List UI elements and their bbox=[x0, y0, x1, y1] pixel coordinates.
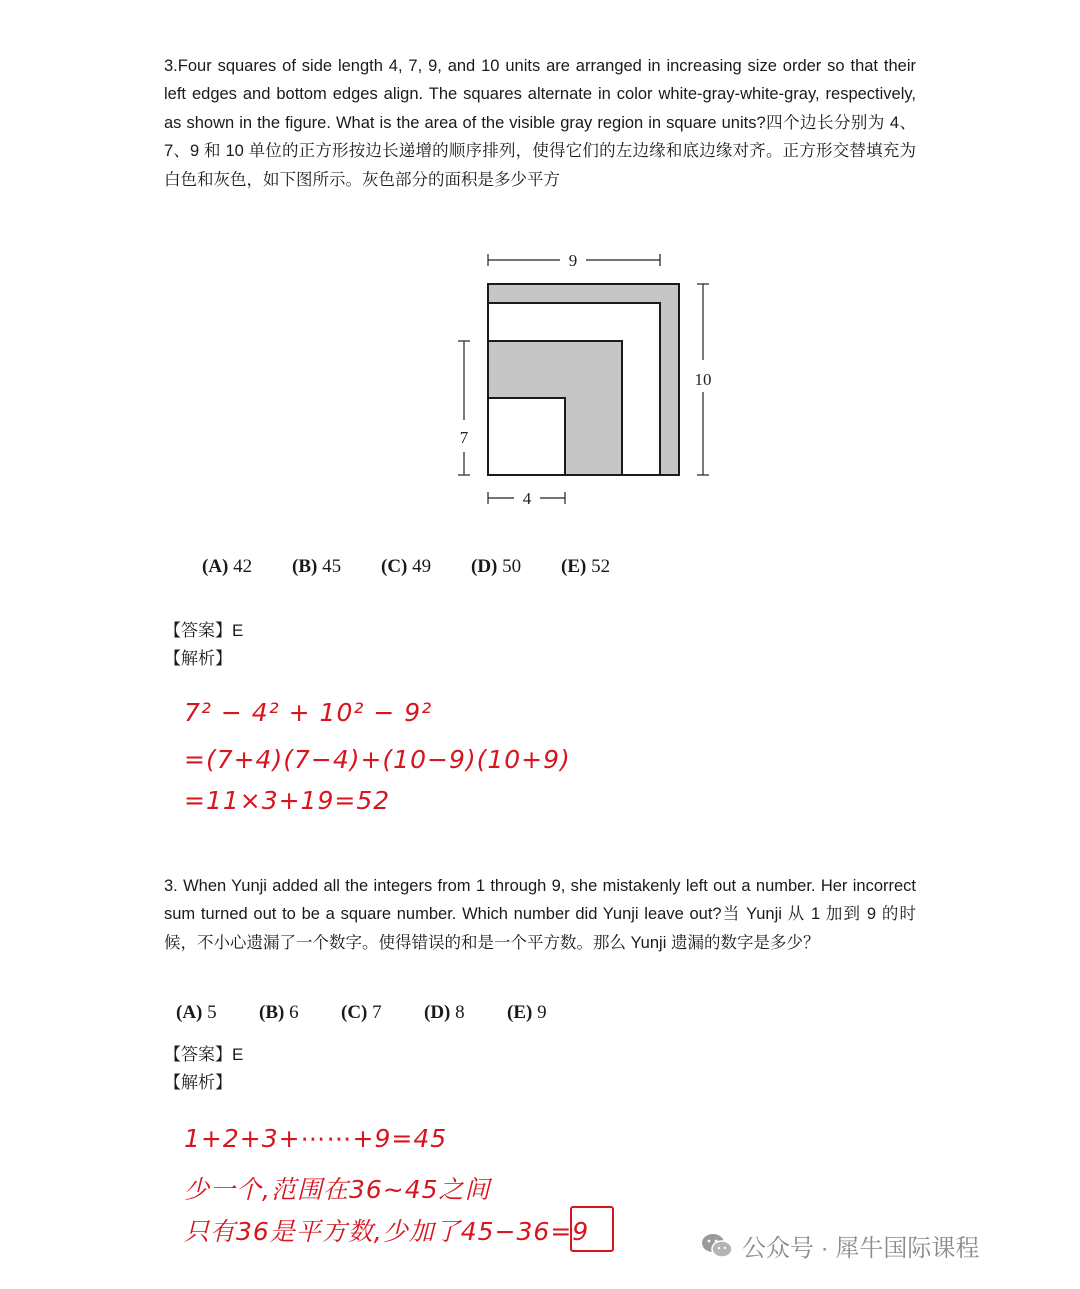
handwriting-line: =11×3+19=52 bbox=[184, 786, 391, 815]
question-1-choices bbox=[202, 556, 610, 578]
handwriting-line: 1+2+3+⋯⋯+9=45 bbox=[184, 1124, 448, 1153]
label-4: 4 bbox=[522, 489, 532, 508]
analysis-label-1: 【解析】 bbox=[164, 649, 232, 668]
analysis-label-2: 【解析】 bbox=[164, 1073, 232, 1092]
choice-e: (E) 52 bbox=[561, 556, 611, 577]
choice-c: (C) 7 bbox=[341, 1002, 382, 1023]
choice-e: (E) 9 bbox=[507, 1002, 547, 1023]
answer-label-1: 【答案】E bbox=[164, 621, 244, 640]
choice-b: (B) 45 bbox=[292, 556, 342, 577]
handwriting-line: 少一个,范围在36~45之间 bbox=[184, 1175, 491, 1204]
squares-figure bbox=[440, 240, 740, 520]
question-2-text: 3. When Yunji added all the integers from 1 through 9, she mistakenly left out a number. Her incorrect sum turned out to be a square number. Which number did Yunji leave out?当 Yunji 从 1 加到 9 的时候，不小心遗漏了一个数字。使得错误的和是一个平方数。那么 Yunji 遗漏的数字是多少？ bbox=[164, 877, 916, 952]
answer-label-2: 【答案】E bbox=[164, 1045, 244, 1064]
question-1-text: 3.Four squares of side length 4, 7, 9, and 10 units are arranged in increasing size order so that their left edges and bottom edges align. The squares alternate in color white-gray-white-gray, respectively, as shown in the figure. What is the area of the visible gray region in square units?四个边长分别为 4、7、9 和 10 单位的正方形按边长递增的顺序排列，使得它们的左边缘和底边缘对齐。正方形交替填充为白色和灰色，如下图所示。灰色部分的面积是多少平方 bbox=[164, 57, 916, 189]
watermark-text: 公众号 · 犀牛国际课程 bbox=[742, 1235, 980, 1262]
label-7: 7 bbox=[459, 428, 469, 447]
label-10: 10 bbox=[694, 370, 712, 389]
answer-box bbox=[570, 1206, 614, 1252]
choice-c: (C) 49 bbox=[381, 556, 432, 577]
question-2-choices bbox=[176, 1002, 547, 1024]
handwriting-line: 7² − 4² + 10² − 9² bbox=[184, 698, 433, 727]
label-9: 9 bbox=[568, 251, 578, 270]
watermark bbox=[700, 1228, 979, 1263]
handwriting-line: 只有36是平方数,少加了45−36=9 bbox=[184, 1217, 590, 1246]
choice-d: (D) 50 bbox=[471, 556, 522, 577]
choice-d: (D) 8 bbox=[424, 1002, 465, 1023]
choice-b: (B) 6 bbox=[259, 1002, 299, 1023]
choice-a: (A) 42 bbox=[202, 556, 253, 577]
choice-a: (A) 5 bbox=[176, 1002, 217, 1023]
handwriting-line: =(7+4)(7−4)+(10−9)(10+9) bbox=[184, 745, 571, 774]
square-4-white bbox=[488, 398, 565, 475]
wechat-icon bbox=[700, 1231, 734, 1261]
